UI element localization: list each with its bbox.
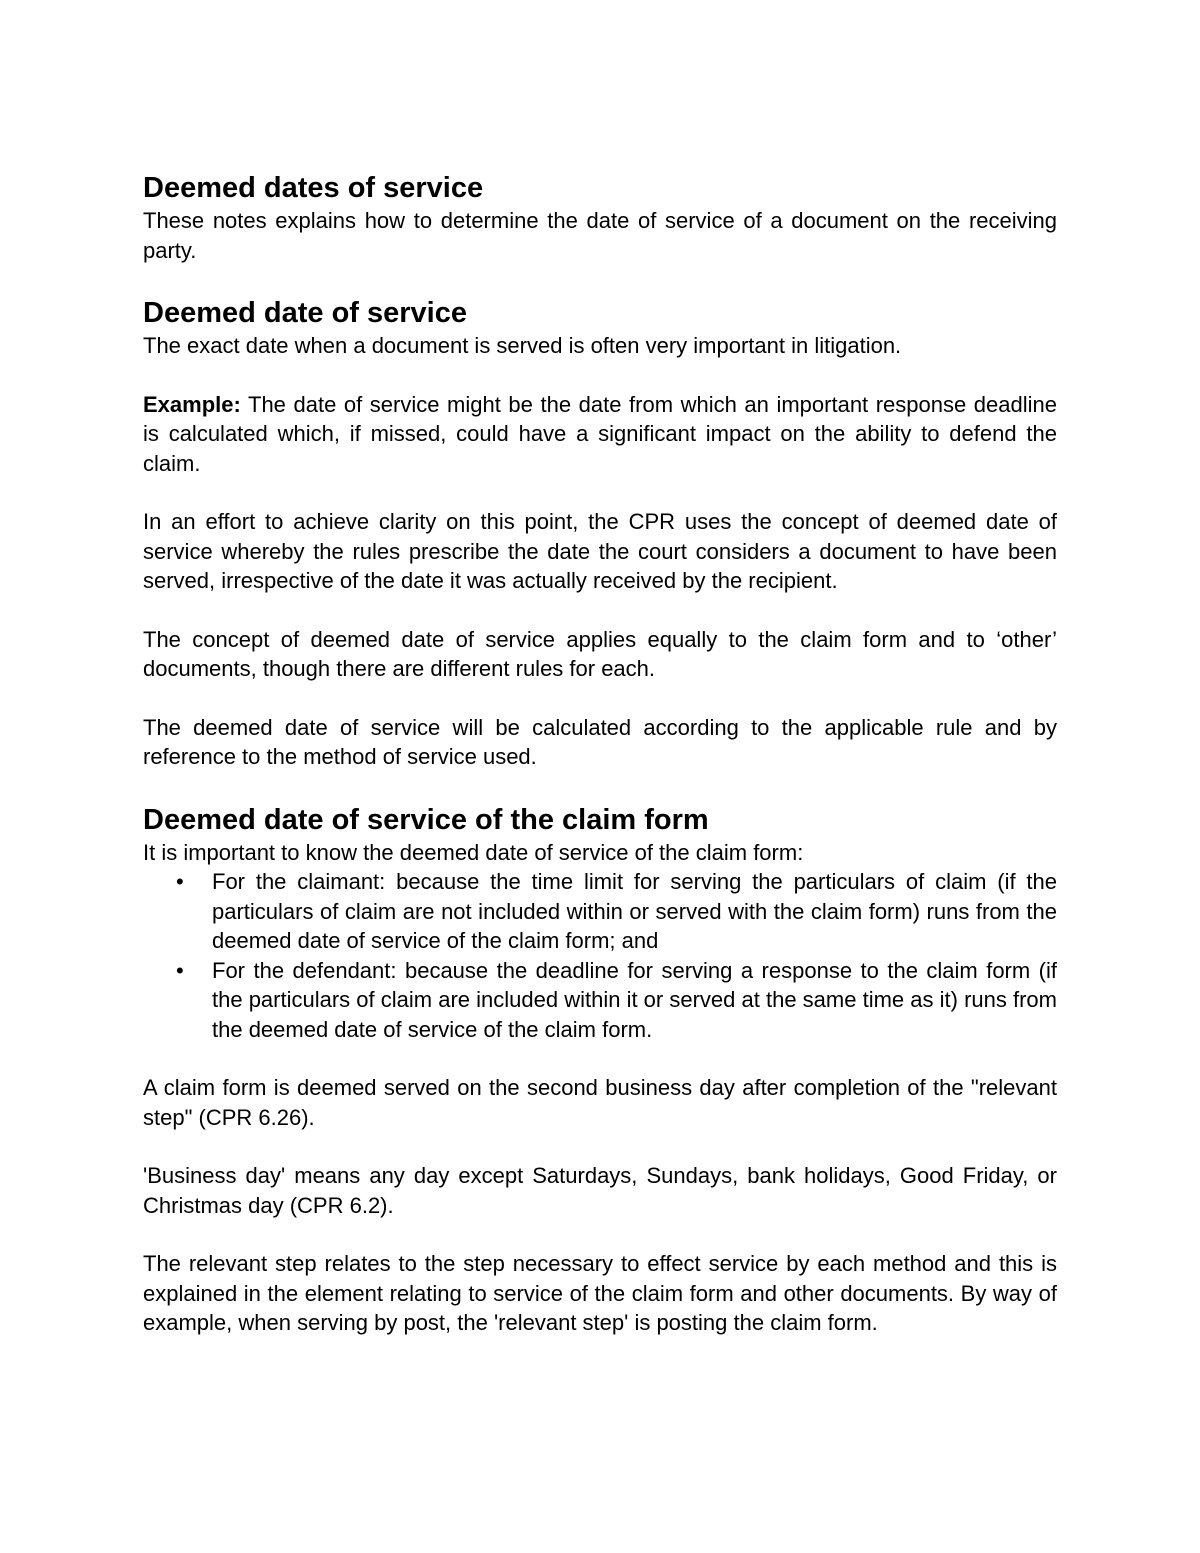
list-item [176, 867, 1057, 956]
paragraph-example [143, 390, 1057, 479]
document-page [143, 170, 1057, 1338]
heading-claim-form: Deemed date of service of the claim form [143, 803, 709, 836]
bullet-icon: • [176, 957, 184, 983]
bullet-list [143, 867, 1057, 1044]
paragraph-exact-date: The exact date when a document is served is often very important in litigation. [143, 333, 902, 358]
paragraph-relevant-step: The relevant step relates to the step necessary to effect service by each method and this is explained in the element relating to service of the claim form and other documents. By way of example, when serving by post, the 'relevant step' is posting the claim form. [143, 1251, 1057, 1335]
paragraph-important-to-know: It is important to know the deemed date of service of the claim form: [143, 839, 804, 865]
example-label: Example: [143, 391, 241, 417]
paragraph-deemed-served: A claim form is deemed served on the second business day after completion of the "relevant step" (CPR 6.26). [143, 1075, 1057, 1130]
paragraph-calculated: The deemed date of service will be calculated according to the applicable rule and by reference to the method of service used. [143, 714, 1057, 769]
bullet-icon: • [176, 869, 184, 894]
heading-deemed-date-of-service: Deemed date of service [143, 297, 467, 329]
example-text: The date of service might be the date from which an important response deadline is calculated which, if missed, could have a significant impact on the ability to defend the claim. [143, 391, 1057, 476]
list-item [176, 956, 1057, 1045]
intro-paragraph: These notes explains how to determine the date of service of a document on the receiving party. [143, 208, 1057, 263]
heading-deemed-dates-of-service: Deemed dates of service [143, 172, 484, 204]
paragraph-concept: The concept of deemed date of service applies equally to the claim form and to ‘other’ documents, though there are different rules for each. [143, 626, 1057, 681]
paragraph-clarity: In an effort to achieve clarity on this point, the CPR uses the concept of deemed date of service whereby the rules prescribe the date the court considers a document to have been served, irrespective of the date it was actually received by the recipient. [143, 509, 1057, 593]
list-item-text: For the claimant: because the time limit for serving the particulars of claim (if the particulars of claim are not included within or served with the claim form) runs from the deemed date of service of the claim form; and [212, 869, 1057, 953]
list-item-text: For the defendant: because the deadline for serving a response to the claim form (if the particulars of claim are included within it or served at the same time as it) runs from the deemed date of service of the claim form. [212, 957, 1057, 1042]
paragraph-business-day: 'Business day' means any day except Saturdays, Sundays, bank holidays, Good Friday, or Christmas day (CPR 6.2). [143, 1163, 1057, 1218]
